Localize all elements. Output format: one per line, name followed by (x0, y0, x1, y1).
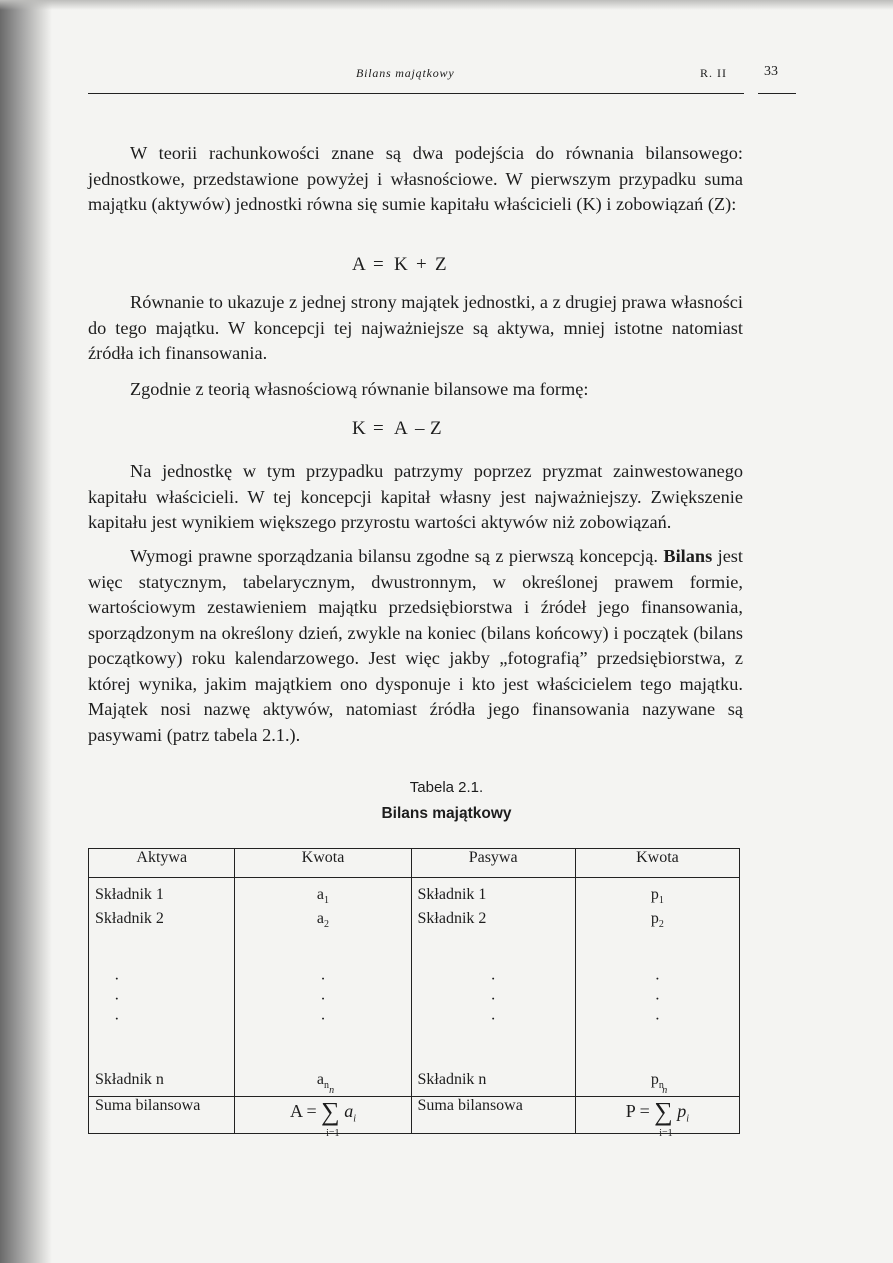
eq1-mid: K (394, 254, 409, 275)
liability-amount: $p_2$ (650, 910, 664, 931)
liability-amount: $p_n$ (650, 1071, 664, 1092)
chapter-label: R. II (700, 66, 727, 80)
eq2-op1: = (373, 418, 385, 439)
eq2-right: Z (430, 418, 443, 439)
eq1-right: Z (435, 254, 448, 275)
header-kwota-liabilities: Kwota (575, 849, 739, 878)
page-number: 33 (764, 64, 778, 79)
paragraph-5-text (88, 544, 743, 748)
sum-label-liabilities: Suma bilansowa (411, 1097, 575, 1134)
paragraph-3 (88, 377, 743, 403)
ellipsis-dot: · (654, 991, 661, 1008)
paragraph-2-text: Równanie to ukazuje z jednej strony majątek jednostki, a z drugiej prawa własności do tego majątku. W koncepcji tej najważniejsze są aktywa, mniej istotne natomiast źródła ich finansowania. (88, 292, 743, 363)
header-title: Bilans majątkowy (356, 66, 455, 80)
ellipsis-dot: · (320, 971, 326, 988)
header-kwota-assets: Kwota (235, 849, 411, 878)
binding-shadow (0, 0, 52, 1263)
table-body-row (89, 878, 740, 1097)
ellipsis-dot: · (320, 1011, 326, 1028)
ellipsis-dot: · (490, 1011, 496, 1028)
scan-edge (0, 0, 893, 10)
ellipsis-dot: · (654, 971, 661, 988)
ellipsis-dot: · (320, 991, 326, 1008)
eq1-op1: = (373, 254, 385, 275)
asset-amount: $a_1$ (316, 886, 330, 907)
ellipsis-dot: · (114, 1011, 120, 1028)
ellipsis-dot: · (654, 1011, 661, 1028)
liability-amounts-column (575, 878, 739, 1097)
header-aktywa: Aktywa (89, 849, 235, 878)
eq2-op2: – (415, 418, 426, 439)
asset-amount: $a_n$ (316, 1071, 330, 1092)
balance-table (88, 848, 740, 1139)
ellipsis-dot: · (490, 971, 496, 988)
eq1-left: A (352, 254, 367, 275)
liability-item: Składnik 1 (417, 886, 487, 903)
ellipsis-dot: · (114, 991, 120, 1008)
sum-formula-liabilities: P = ∑ n i=1 $p_i$ (575, 1097, 739, 1134)
header-rule (88, 93, 744, 94)
sum-label-assets: Suma bilansowa (89, 1097, 235, 1134)
sigma-symbol: ∑ n i=1 (654, 1085, 673, 1139)
liability-item: Składnik 2 (417, 910, 487, 927)
liability-amount: $p_1$ (650, 886, 664, 907)
table-title: Bilans majątkowy (381, 805, 512, 822)
sum-formula-assets: A = ∑ n i=1 $a_i$ (235, 1097, 411, 1134)
liability-item: Składnik n (417, 1071, 487, 1088)
table-label: Tabela 2.1. (409, 779, 484, 796)
header-pasywa: Pasywa (411, 849, 575, 878)
paragraph-4-text: Na jednostkę w tym przypadku patrzymy poprzez pryzmat zainwestowanego kapitału właścicieli. W tej koncepcji kapitał własny jest najważniejszy. Zwiększenie kapitału jest wynikiem większego przyrostu wartości aktywów niż zobowiązań. (88, 461, 743, 532)
paragraph-5-rest: jest więc statycznym, tabelarycznym, dwustronnym, w określonej prawem formie, wartościowym zestawieniem majątku przedsiębiorstwa i źródeł jego finansowania, sporządzonym na określony dzień, zwykle na koniec (bilans końcowy) i początek (bilans początkowy) roku kalendarzowego. Jest więc jakby „fotografią” przedsiębiorstwa, z której wynika, jakim majątkiem ono dysponuje i kto jest właścicielem tego majątku. Majątek nosi nazwę aktywów, natomiast źródła jego finansowania nazywane są pasywami (patrz tabela 2.1.). (88, 546, 743, 745)
paragraph-5-start: Wymogi prawne sporządzania bilansu zgodne są z pierwszą koncepcją. (130, 546, 658, 566)
running-header (88, 66, 796, 92)
asset-item: Składnik 1 (95, 886, 164, 903)
eq2-left: K (352, 418, 367, 439)
eq1-op2: + (416, 254, 428, 275)
asset-amount: $a_2$ (316, 910, 330, 931)
bilans-term: Bilans (663, 546, 713, 566)
paragraph-5 (88, 544, 743, 748)
table-header-row (89, 849, 740, 878)
sum-row (89, 1097, 740, 1134)
asset-item: Składnik 2 (95, 910, 164, 927)
paragraph-1 (88, 141, 743, 218)
eq2-mid: A (394, 418, 409, 439)
asset-amounts-column (235, 878, 411, 1097)
liabilities-column (411, 878, 575, 1097)
ellipsis-dot: · (490, 991, 496, 1008)
page-number-rule (758, 93, 796, 94)
asset-item: Składnik n (95, 1071, 164, 1088)
ellipsis-dot: · (114, 971, 120, 988)
sigma-symbol: ∑ n i=1 (321, 1085, 340, 1139)
paragraph-1-text: W teorii rachunkowości znane są dwa podejścia do równania bilansowego: jednostkowe, przedstawione powyżej i własnościowe. W pierwszym przypadku suma majątku (aktywów) jednostki równa się sumie kapitału właścicieli (K) i zobowiązań (Z): (88, 143, 743, 214)
paragraph-2 (88, 290, 743, 367)
paragraph-3-text: Zgodnie z teorią własnościową równanie bilansowe ma formę: (130, 379, 589, 399)
assets-column (89, 878, 235, 1097)
paragraph-4 (88, 459, 743, 536)
